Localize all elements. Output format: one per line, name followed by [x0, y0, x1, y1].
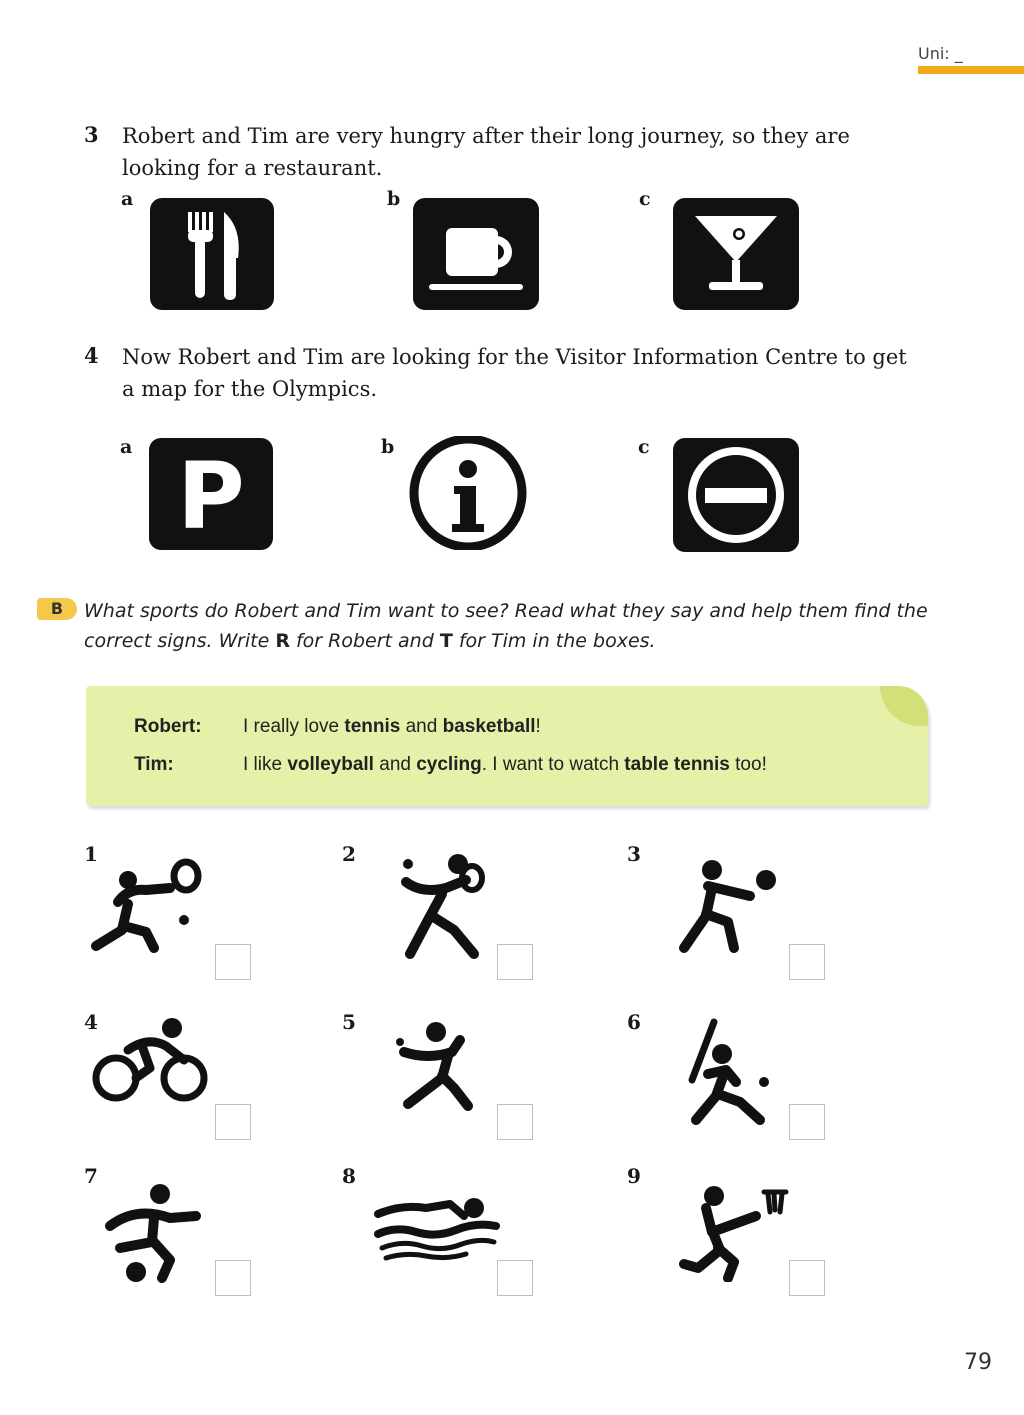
sport-1-answer-box[interactable] [215, 944, 251, 980]
sport-8-number: 8 [342, 1164, 356, 1188]
speaker-robert: Robert: [134, 716, 202, 737]
unit-label: Uni: _ [918, 44, 963, 63]
unit-accent-bar [918, 66, 1024, 74]
speaker-tim: Tim: [134, 754, 174, 775]
parking-glyph: P [177, 443, 245, 550]
sport-7-number: 7 [84, 1164, 98, 1188]
cocktail-glass-icon[interactable] [673, 198, 799, 310]
parking-icon[interactable] [149, 438, 273, 550]
question-4-text: Now Robert and Tim are looking for the Visitor Information Centre to get a map for the Olympics. [122, 345, 907, 401]
q3-option-c-label: c [639, 188, 651, 210]
sport-9-answer-box[interactable] [789, 1260, 825, 1296]
no-entry-icon[interactable] [673, 438, 799, 552]
sport-7-answer-box[interactable] [215, 1260, 251, 1296]
football-icon [96, 1182, 206, 1286]
section-b-instruction: What sports do Robert and Tim want to see? Read what they say and help them find the correct signs. Write R for Robert and T for Tim in the boxes. [84, 600, 928, 652]
robert-line: I really love tennis and basketball! [243, 716, 541, 737]
sport-4-number: 4 [84, 1010, 98, 1034]
fork-knife-icon[interactable] [150, 198, 274, 310]
sport-3-number: 3 [627, 842, 641, 866]
badminton-icon [388, 1018, 488, 1112]
q3-option-a-label: a [121, 188, 134, 210]
sport-6-answer-box[interactable] [789, 1104, 825, 1140]
q4-option-a-label: a [120, 436, 133, 458]
baseball-icon [678, 1016, 778, 1128]
question-4-number: 4 [84, 343, 99, 368]
sport-3-answer-box[interactable] [789, 944, 825, 980]
cycling-icon [92, 1016, 212, 1106]
sport-5-answer-box[interactable] [497, 1104, 533, 1140]
section-b-badge: B [37, 598, 77, 620]
swimming-icon [372, 1190, 502, 1262]
information-icon[interactable] [406, 436, 530, 550]
basketball-icon [678, 1182, 790, 1282]
coffee-cup-icon[interactable] [413, 198, 539, 310]
sport-4-answer-box[interactable] [215, 1104, 251, 1140]
dialogue-note [86, 686, 928, 806]
question-3-text: Robert and Tim are very hungry after their long journey, so they are looking for a restaurant. [122, 124, 850, 180]
q3-option-b-label: b [387, 188, 401, 210]
page-number: 79 [964, 1350, 992, 1375]
volleyball-icon [678, 856, 782, 956]
q4-option-c-label: c [638, 436, 650, 458]
tennis-icon [88, 852, 208, 962]
sport-1-number: 1 [84, 842, 98, 866]
question-3-number: 3 [84, 122, 99, 147]
tim-line: I like volleyball and cycling. I want to watch table tennis too! [243, 754, 767, 775]
sport-6-number: 6 [627, 1010, 641, 1034]
sport-8-answer-box[interactable] [497, 1260, 533, 1296]
sport-2-answer-box[interactable] [497, 944, 533, 980]
q4-option-b-label: b [381, 436, 395, 458]
sport-2-number: 2 [342, 842, 356, 866]
sport-5-number: 5 [342, 1010, 356, 1034]
sport-9-number: 9 [627, 1164, 641, 1188]
table-tennis-icon [388, 850, 498, 964]
